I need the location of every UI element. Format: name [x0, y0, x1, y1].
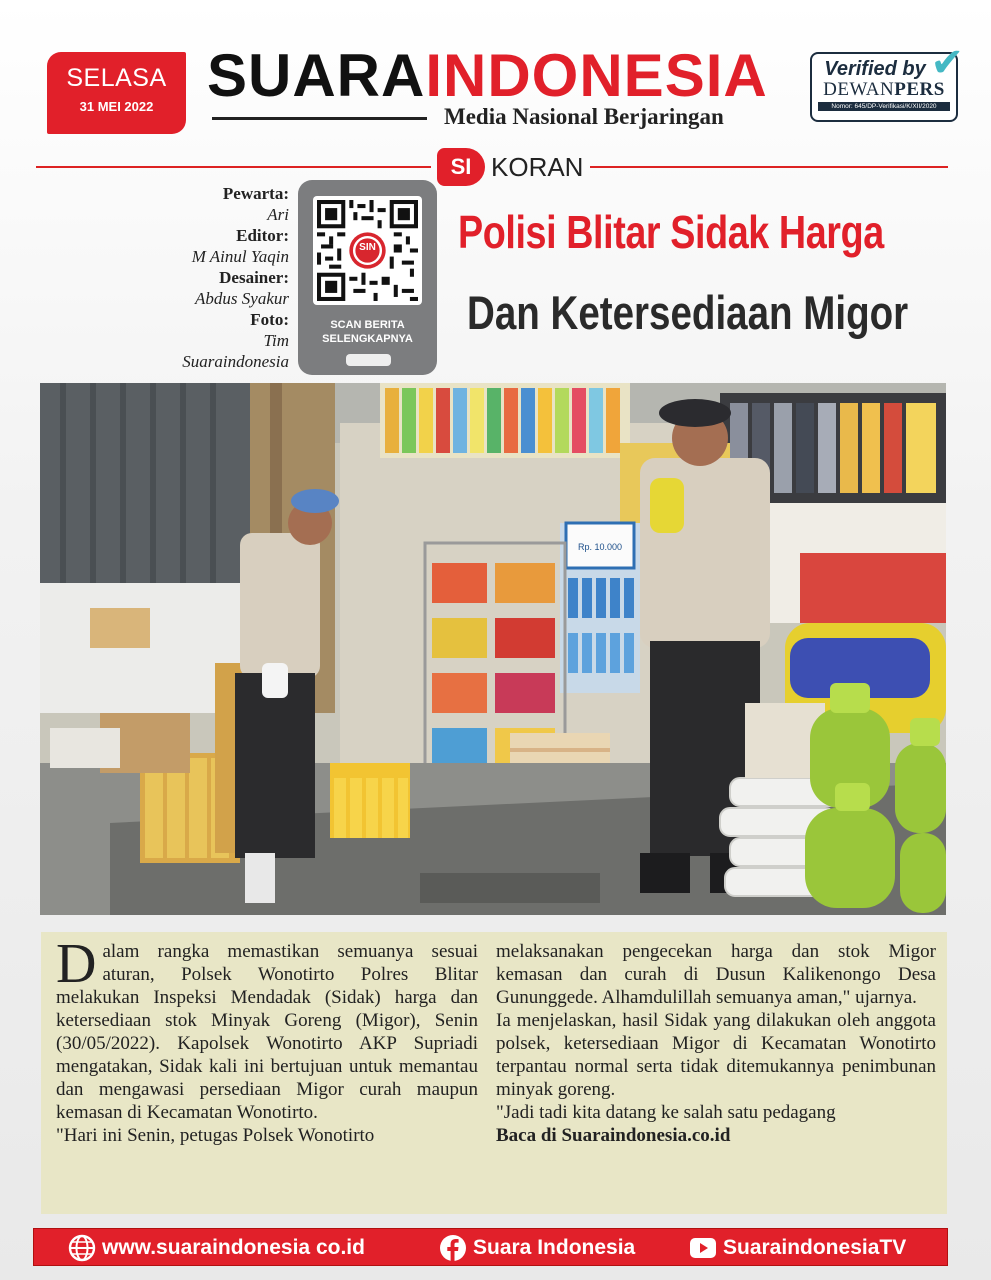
section-label: KORAN [491, 152, 584, 182]
verification-number: Nomor: 645/DP-Verifikasi/K/XII/2020 [818, 102, 950, 111]
credit-label-reporter: Pewarta: [222, 184, 289, 203]
credit-label-designer: Desainer: [219, 268, 289, 287]
website-text: www.suaraindonesia co.id [102, 1236, 365, 1259]
section-rule-right [590, 166, 948, 168]
footer-bar [33, 1228, 948, 1266]
qr-caption [298, 318, 437, 346]
credit-value-editor: M Ainul Yaqin [191, 247, 289, 266]
date-day: SELASA [66, 64, 167, 92]
facebook-text: Suara Indonesia [473, 1236, 636, 1259]
pers-text: PERS [894, 79, 945, 100]
credit-value-designer: Abdus Syakur [195, 289, 289, 308]
footer-website[interactable] [68, 1229, 365, 1267]
qr-card[interactable] [298, 180, 437, 375]
youtube-text: SuaraindonesiaTV [723, 1236, 907, 1259]
price-tag: Rp. 10.000 [577, 542, 623, 552]
youtube-icon [689, 1237, 717, 1259]
qr-logo: SIN [359, 242, 376, 253]
article-column-1 [56, 933, 478, 1147]
masthead-logo [207, 42, 797, 109]
globe-icon [68, 1234, 96, 1262]
qr-code[interactable] [313, 196, 422, 305]
credit-label-photo: Foto: [250, 310, 289, 329]
headline-line1: Polisi Blitar Sidak Harga [458, 206, 884, 258]
footer-facebook[interactable] [439, 1229, 635, 1267]
headline-line2: Dan Ketersediaan Migor [467, 286, 909, 339]
qr-caption-line1: SCAN BERITA [330, 319, 405, 331]
article-photo [40, 383, 946, 915]
masthead-part1: SUARA [207, 42, 426, 109]
article-paragraph-1: alam rangka memastikan semuanya sesuai aturan, Polsek Wonotirto Polres Blitar melakukan Inspeksi Mendadak (Sidak) harga dan ketersediaan stok Minyak Goreng (Migor), Senin (30/05/2022). Kapolsek Wonotirto AKP Supriadi mengatakan, Sidak kali ini bertujuan untuk memantau dan mengawasi persediaan Migor curah maupun kemasan di Kecamatan Wonotirto. [56, 941, 478, 1123]
footer-youtube[interactable] [689, 1229, 906, 1267]
section-badge: SI [437, 148, 485, 186]
dewan-text: DEWAN [823, 79, 895, 100]
date-badge [47, 52, 186, 134]
facebook-icon [439, 1234, 467, 1262]
article-paragraph-5: "Jadi tadi kita datang ke salah satu pedagang [496, 1102, 836, 1123]
article-paragraph-3: melaksanakan pengecekan harga dan stok Migor kemasan dan curah di Dusun Kalikenongo Desa Gununggede. Alhamdulillah semuanya aman," ujarnya. [496, 941, 936, 1008]
section-rule-left [36, 166, 431, 168]
dewan-pers-verified-badge [810, 40, 964, 122]
qr-pill-decoration [346, 354, 391, 366]
article-paragraph-4: Ia menjelaskan, hasil Sidak yang dilakukan oleh anggota polsek, ketersediaan Migor di Kecamatan Wonotirto terpantau normal serta tidak ditemukannya penimbunan minyak goreng. [496, 1010, 936, 1100]
article-text-box [41, 932, 947, 1214]
verified-by-text: Verified by [824, 58, 926, 80]
tagline: Media Nasional Berjaringan [444, 104, 724, 129]
credit-value-reporter: Ari [267, 205, 289, 224]
date-text: 31 MEI 2022 [79, 99, 154, 114]
photo-illustration [40, 383, 946, 915]
article-paragraph-2: "Hari ini Senin, petugas Polsek Wonotirto [56, 1125, 375, 1146]
masthead-part2: INDONESIA [425, 42, 768, 109]
masthead-divider [212, 117, 427, 120]
qr-caption-line2: SELENGKAPNYA [322, 333, 413, 345]
credit-value-photo: Tim Suaraindonesia [182, 331, 289, 371]
drop-cap: D [56, 933, 97, 995]
article-column-2 [496, 940, 936, 1147]
read-more-link[interactable]: Baca di Suaraindonesia.co.id [496, 1125, 731, 1146]
checkmark-icon: ✔ [930, 40, 964, 86]
credits-block [169, 183, 289, 372]
credit-label-editor: Editor: [236, 226, 289, 245]
